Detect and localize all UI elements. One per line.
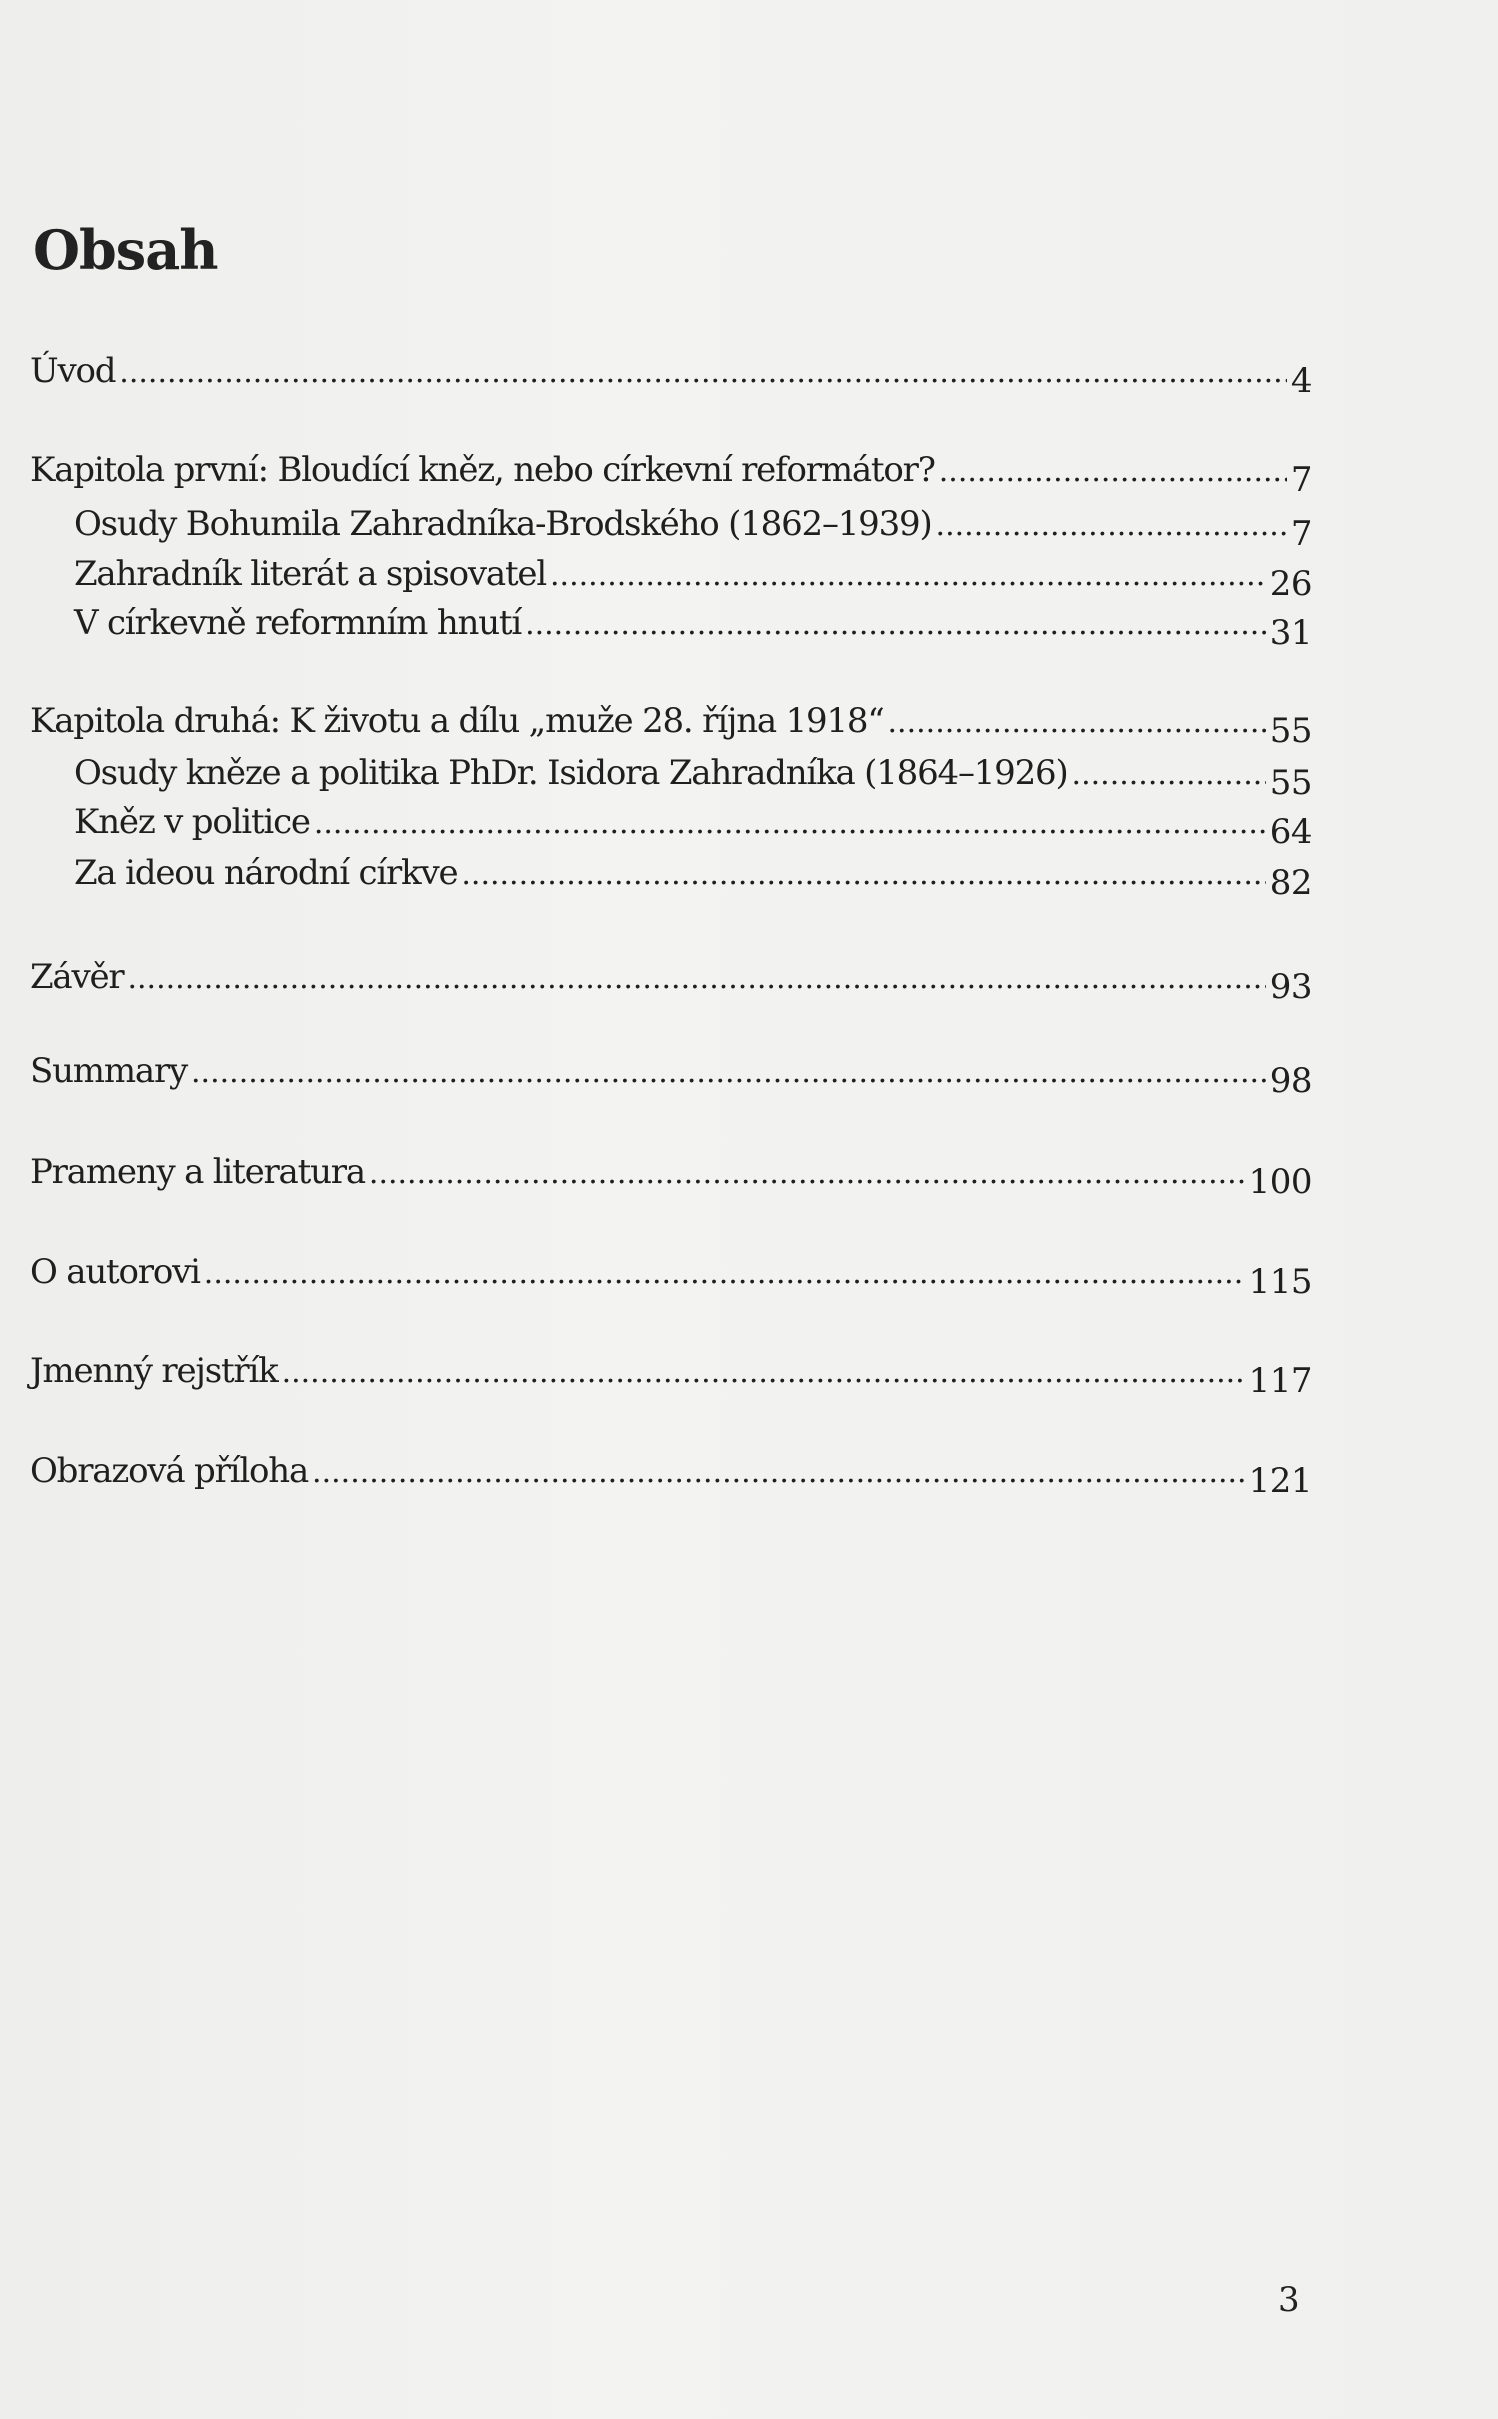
dot-leader [461, 852, 1265, 896]
dot-leader [191, 1050, 1266, 1094]
toc-entry-label: Za ideou národní církve [74, 853, 458, 893]
dot-leader [550, 553, 1266, 597]
toc-entry-knez-v-politice[interactable] [74, 801, 1312, 852]
toc-entry-page: 31 [1269, 613, 1312, 653]
dot-leader [204, 1251, 1245, 1295]
toc-entry-narodni-cirkev[interactable] [74, 852, 1312, 903]
dot-leader [1072, 752, 1266, 796]
dot-leader [119, 350, 1287, 394]
dot-leader [525, 602, 1266, 646]
toc-entry-label: Obrazová příloha [30, 1451, 309, 1491]
toc-entry-page: 64 [1269, 812, 1312, 852]
toc-entry-page: 121 [1248, 1461, 1312, 1501]
toc-entry-label: Osudy Bohumila Zahradníka-Brodského (1862–1939) [74, 504, 932, 544]
page-number: 3 [1278, 2280, 1300, 2320]
toc-entry-chapter-1[interactable] [30, 449, 1312, 500]
dot-leader [312, 1450, 1245, 1494]
toc-entry-osudy-bohumila[interactable] [74, 503, 1312, 554]
dot-leader [314, 801, 1266, 845]
toc-entry-page: 98 [1269, 1061, 1312, 1101]
dot-leader [888, 700, 1266, 744]
toc-entry-literat[interactable] [74, 553, 1312, 604]
dot-leader [936, 503, 1287, 547]
toc-entry-label: Kapitola první: Bloudící kněz, nebo církevní reformátor? [30, 450, 935, 490]
toc-entry-label: Summary [30, 1051, 188, 1091]
toc-entry-uvod[interactable] [30, 350, 1312, 401]
toc-entry-summary[interactable] [30, 1050, 1312, 1101]
toc-entry-reformni-hnuti[interactable] [74, 602, 1312, 653]
toc-entry-prameny[interactable] [30, 1151, 1312, 1202]
toc-entry-label: Kapitola druhá: K životu a dílu „muže 28. října 1918“ [30, 701, 884, 741]
toc-entry-page: 100 [1248, 1162, 1312, 1202]
toc-entry-osudy-isidora[interactable] [74, 752, 1312, 803]
toc-entry-label: Prameny a literatura [30, 1152, 365, 1192]
toc-entry-page: 4 [1290, 361, 1312, 401]
toc-entry-label: Zahradník literát a spisovatel [74, 554, 547, 594]
toc-entry-page: 26 [1269, 564, 1312, 604]
toc-entry-page: 7 [1290, 514, 1312, 554]
dot-leader [939, 449, 1287, 493]
toc-entry-page: 55 [1269, 711, 1312, 751]
toc-entry-label: Jmenný rejstřík [30, 1351, 278, 1391]
dot-leader [127, 956, 1265, 1000]
toc-entry-zaver[interactable] [30, 956, 1312, 1007]
toc-entry-o-autorovi[interactable] [30, 1251, 1312, 1302]
toc-entry-rejstrik[interactable] [30, 1350, 1312, 1401]
dot-leader [282, 1350, 1245, 1394]
toc-entry-chapter-2[interactable] [30, 700, 1312, 751]
toc-entry-page: 55 [1269, 763, 1312, 803]
toc-entry-label: V církevně reformním hnutí [74, 603, 522, 643]
toc-entry-page: 93 [1269, 967, 1312, 1007]
dot-leader [369, 1151, 1245, 1195]
toc-entry-page: 117 [1248, 1361, 1312, 1401]
toc-entry-label: Kněz v politice [74, 802, 310, 842]
toc-entry-page: 115 [1248, 1262, 1312, 1302]
toc-entry-label: Osudy kněze a politika PhDr. Isidora Zahradníka (1864–1926) [74, 753, 1068, 793]
toc-entry-page: 7 [1290, 460, 1312, 500]
toc-entry-label: Úvod [30, 351, 116, 391]
toc-entry-page: 82 [1269, 863, 1312, 903]
contents-heading: Obsah [33, 218, 218, 282]
toc-entry-obrazova-priloha[interactable] [30, 1450, 1312, 1501]
toc-entry-label: O autorovi [30, 1252, 200, 1292]
toc-entry-label: Závěr [30, 957, 124, 997]
